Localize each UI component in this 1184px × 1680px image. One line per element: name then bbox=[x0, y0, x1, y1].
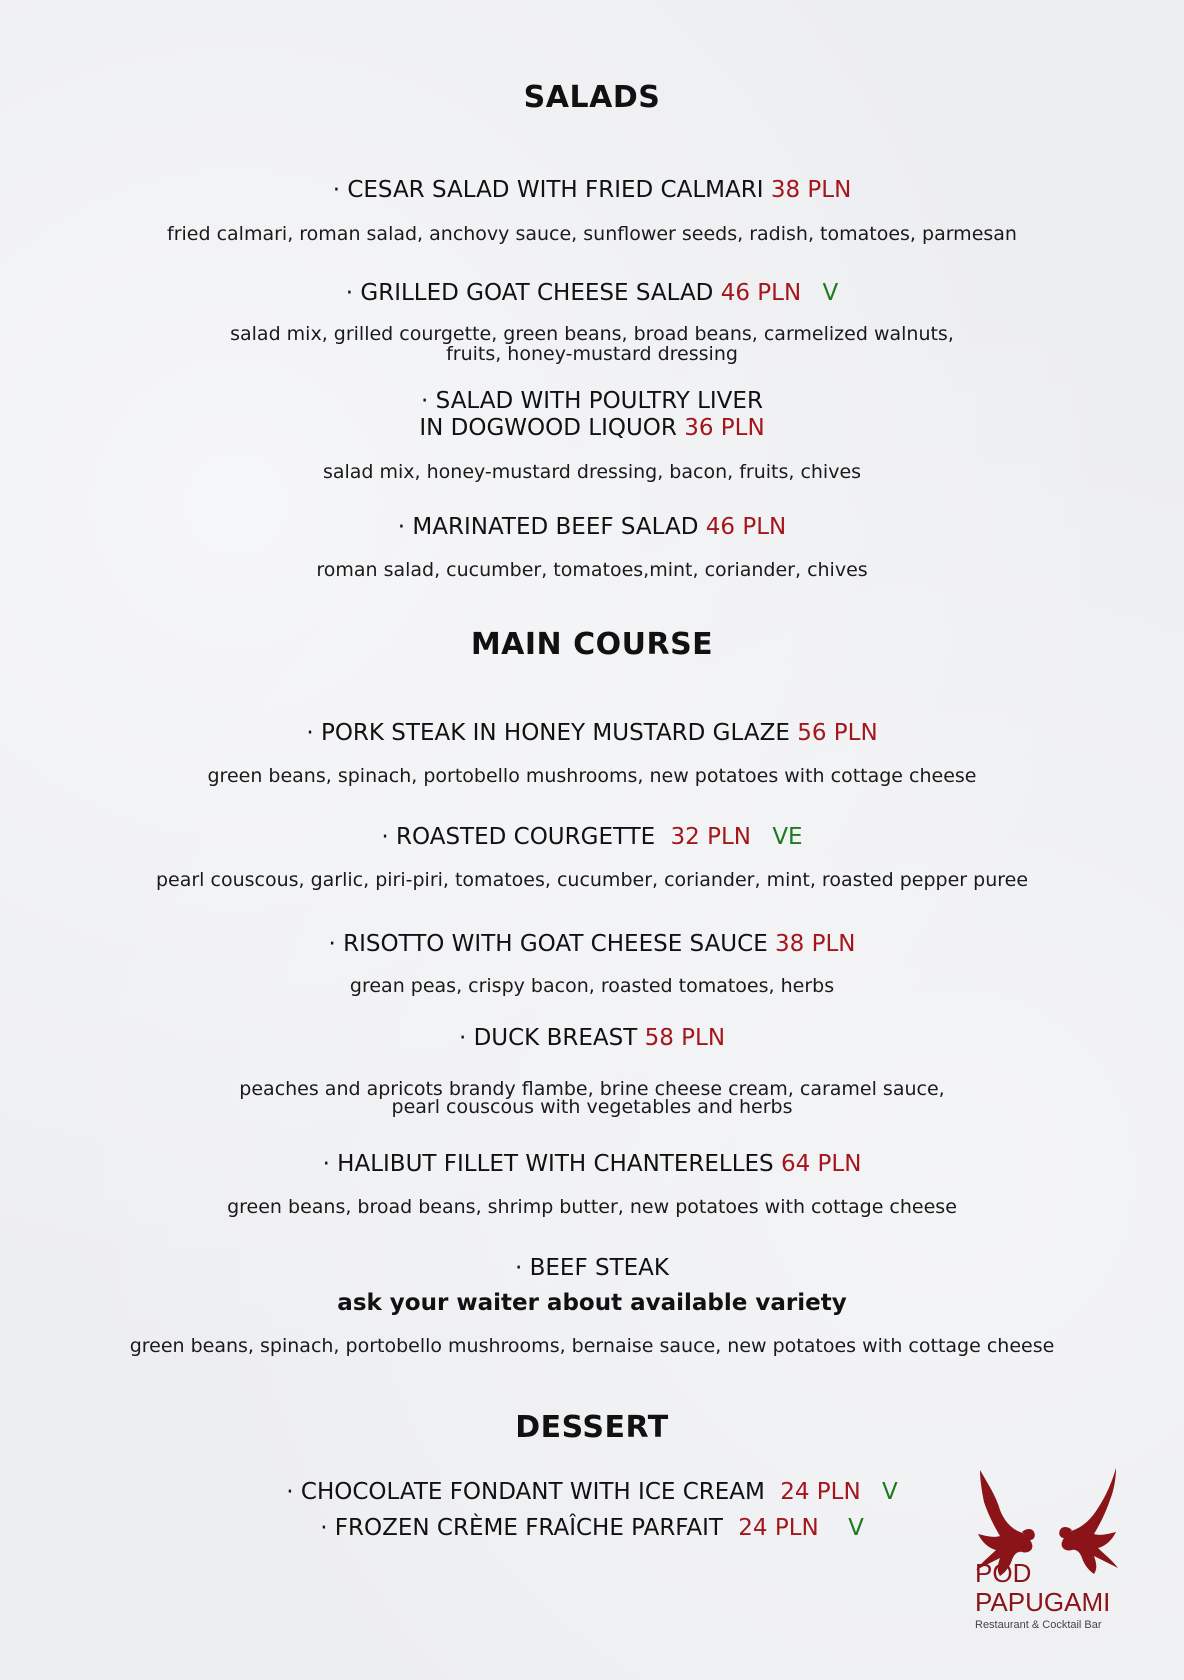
item-description: green beans, spinach, portobello mushrooms, bernaise sauce, new potatoes with cottage cheese bbox=[129, 1335, 1055, 1357]
item-price: 38 PLN bbox=[770, 177, 852, 203]
item-description: salad mix, honey-mustard dressing, bacon, fruits, chives bbox=[322, 461, 862, 483]
item-description: pearl couscous, garlic, piri-piri, tomatoes, cucumber, coriander, mint, roasted pepper puree bbox=[155, 869, 1029, 891]
item-description: pearl couscous with vegetables and herbs bbox=[391, 1096, 793, 1118]
menu-item bbox=[0, 719, 1184, 747]
menu-item bbox=[0, 1150, 1184, 1178]
logo-tagline: Restaurant & Cocktail Bar bbox=[975, 1619, 1102, 1631]
vegetarian-tag: V bbox=[881, 1479, 898, 1505]
logo-line2: PAPUGAMI bbox=[975, 1587, 1111, 1617]
main-course-title: MAIN COURSE bbox=[470, 627, 714, 662]
item-name: IN DOGWOOD LIQUOR bbox=[419, 415, 677, 441]
menu-item bbox=[0, 1254, 1184, 1282]
menu-item bbox=[0, 823, 1184, 851]
item-price: 64 PLN bbox=[780, 1151, 862, 1177]
dessert-title: DESSERT bbox=[515, 1410, 669, 1445]
item-description: green beans, spinach, portobello mushrooms, new potatoes with cottage cheese bbox=[207, 765, 977, 787]
item-price: 46 PLN bbox=[720, 280, 802, 306]
salads-title: SALADS bbox=[523, 80, 661, 115]
item-price: 32 PLN bbox=[670, 824, 751, 850]
menu-item bbox=[0, 279, 1184, 307]
item-name: · MARINATED BEEF SALAD bbox=[397, 514, 699, 540]
logo-line1: POD bbox=[975, 1558, 1032, 1588]
vegetarian-tag: V bbox=[822, 280, 839, 306]
item-name: · PORK STEAK IN HONEY MUSTARD GLAZE bbox=[306, 720, 790, 746]
vegan-tag: VE bbox=[772, 824, 803, 850]
item-description: salad mix, grilled courgette, green beans, broad beans, carmelized walnuts, bbox=[230, 323, 954, 345]
item-price: 24 PLN bbox=[780, 1479, 861, 1505]
menu-item bbox=[0, 387, 1184, 415]
item-description: fried calmari, roman salad, anchovy sauce, sunflower seeds, radish, tomatoes, parmesan bbox=[167, 223, 1017, 245]
item-name: · BEEF STEAK bbox=[514, 1255, 669, 1281]
vegetarian-tag: V bbox=[848, 1515, 864, 1541]
item-name: · ROASTED COURGETTE bbox=[381, 824, 656, 850]
item-name: · GRILLED GOAT CHEESE SALAD bbox=[345, 280, 714, 306]
item-description: fruits, honey-mustard dressing bbox=[446, 343, 738, 365]
menu-item bbox=[0, 1024, 1184, 1052]
menu-item bbox=[0, 176, 1184, 204]
item-note: ask your waiter about available variety bbox=[337, 1290, 847, 1316]
item-price: 58 PLN bbox=[644, 1025, 726, 1051]
item-name: · DUCK BREAST bbox=[458, 1025, 638, 1051]
item-price: 36 PLN bbox=[684, 415, 765, 441]
menu-item bbox=[0, 414, 1184, 442]
item-name: · HALIBUT FILLET WITH CHANTERELLES bbox=[322, 1151, 774, 1177]
item-name: · CESAR SALAD WITH FRIED CALMARI bbox=[332, 177, 764, 203]
item-description: peaches and apricots brandy flambe, brine cheese cream, caramel sauce, bbox=[239, 1078, 945, 1100]
item-description: green beans, broad beans, shrimp butter, new potatoes with cottage cheese bbox=[227, 1196, 957, 1218]
item-name: · SALAD WITH POULTRY LIVER bbox=[421, 388, 763, 414]
menu-item bbox=[0, 930, 1184, 958]
item-price: 38 PLN bbox=[775, 931, 856, 957]
item-description: roman salad, cucumber, tomatoes,mint, coriander, chives bbox=[316, 559, 868, 581]
item-description: grean peas, crispy bacon, roasted tomatoes, herbs bbox=[349, 975, 835, 997]
item-name: · CHOCOLATE FONDANT WITH ICE CREAM bbox=[286, 1479, 765, 1505]
item-price: 24 PLN bbox=[738, 1515, 819, 1541]
menu-item bbox=[0, 513, 1184, 541]
item-name: · RISOTTO WITH GOAT CHEESE SAUCE bbox=[328, 931, 768, 957]
item-name: · FROZEN CRÈME FRAÎCHE PARFAIT bbox=[320, 1515, 723, 1541]
item-price: 46 PLN bbox=[705, 514, 787, 540]
item-price: 56 PLN bbox=[797, 720, 878, 746]
